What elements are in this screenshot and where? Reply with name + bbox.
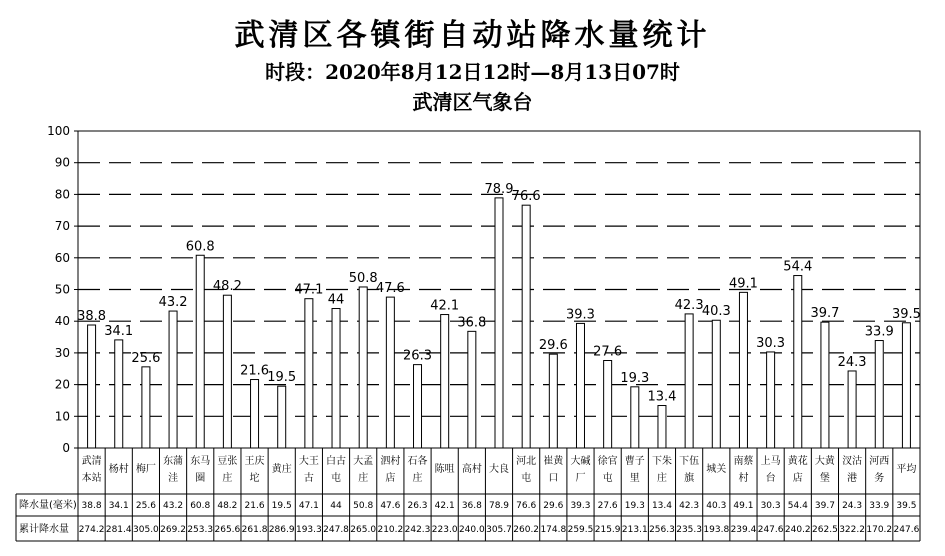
table-cell: 239.4 xyxy=(730,525,757,535)
table-cell: 242.3 xyxy=(404,525,431,535)
y-tick-label: 0 xyxy=(62,441,70,455)
table-cell: 34.1 xyxy=(108,501,129,511)
data-label: 49.1 xyxy=(728,276,758,292)
x-category-label: 圈 xyxy=(195,473,206,484)
table-cell: 42.3 xyxy=(679,501,700,511)
bar xyxy=(821,322,829,448)
table-cell: 21.6 xyxy=(244,501,265,511)
x-category-label: 下伍 xyxy=(679,456,700,467)
bar xyxy=(495,198,503,448)
bar xyxy=(414,365,422,448)
chart-agency: 武清区气象台 xyxy=(412,90,533,114)
table-cell: 38.8 xyxy=(81,501,102,511)
bar xyxy=(196,255,204,448)
data-label: 19.5 xyxy=(267,370,297,386)
bar xyxy=(142,367,150,448)
x-category-label: 厂 xyxy=(575,473,586,484)
bar xyxy=(685,314,693,448)
y-tick-label: 70 xyxy=(54,219,70,234)
bar xyxy=(223,295,231,448)
table-cell: 240.0 xyxy=(458,525,485,535)
y-tick-label: 40 xyxy=(54,314,70,329)
x-category-label: 庄 xyxy=(656,473,667,484)
table-cell: 47.6 xyxy=(380,501,401,511)
y-tick-label: 50 xyxy=(54,282,70,297)
x-category-label: 徐官 xyxy=(597,456,618,467)
table-cell: 33.9 xyxy=(869,501,890,511)
x-category-label: 杨村 xyxy=(108,464,129,475)
data-table xyxy=(16,448,920,541)
x-category-label: 大王 xyxy=(298,456,319,467)
data-label: 24.3 xyxy=(837,354,867,370)
x-category-label: 店 xyxy=(792,473,803,484)
table-cell: 19.3 xyxy=(624,501,645,511)
table-cell: 247.6 xyxy=(757,525,784,535)
bar xyxy=(631,387,639,448)
x-category-label: 河西 xyxy=(869,456,890,467)
x-category-label: 庄 xyxy=(412,473,423,484)
x-category-label: 堡 xyxy=(819,473,830,484)
data-label: 27.6 xyxy=(593,344,623,360)
bar xyxy=(739,292,747,448)
x-category-label: 上马 xyxy=(760,456,781,467)
table-cell: 322.2 xyxy=(839,525,865,535)
table-cell: 269.2 xyxy=(160,525,186,535)
table-cell: 26.3 xyxy=(407,501,428,511)
table-cell: 261.8 xyxy=(241,525,268,535)
bar xyxy=(794,276,802,448)
x-category-label: 台 xyxy=(765,473,776,484)
x-category-label: 武清 xyxy=(81,456,102,467)
data-label: 47.1 xyxy=(294,282,324,298)
table-cell: 286.9 xyxy=(268,525,295,535)
bar xyxy=(359,287,367,448)
data-label: 26.3 xyxy=(403,348,432,364)
data-label: 60.8 xyxy=(185,239,215,255)
x-category-label: 港 xyxy=(847,473,858,484)
table-cell: 43.2 xyxy=(163,501,184,511)
table-cell: 265.6 xyxy=(214,525,241,535)
x-category-label: 洼 xyxy=(168,473,179,484)
table-cell: 42.1 xyxy=(434,501,455,511)
x-category-label: 高村 xyxy=(461,464,482,475)
x-category-label: 务 xyxy=(874,473,885,484)
table-cell: 174.8 xyxy=(540,525,567,535)
table-cell: 256.3 xyxy=(649,525,675,535)
table-cell: 262.5 xyxy=(812,525,838,535)
data-label: 78.9 xyxy=(484,181,514,197)
data-label: 29.6 xyxy=(538,338,568,354)
x-category-label: 大良 xyxy=(489,464,509,475)
x-category-label: 陈咀 xyxy=(434,464,455,475)
bar xyxy=(875,341,883,448)
data-label: 42.1 xyxy=(430,298,460,314)
table-cell: 193.3 xyxy=(295,525,322,535)
bar xyxy=(169,311,177,448)
bar xyxy=(386,297,394,448)
data-label: 42.3 xyxy=(674,297,704,313)
table-cell: 281.4 xyxy=(105,525,132,535)
table-cell: 223.0 xyxy=(431,525,458,535)
y-axis xyxy=(47,124,78,455)
bar xyxy=(549,354,557,448)
data-label: 38.8 xyxy=(77,309,107,325)
data-label: 19.3 xyxy=(620,370,650,386)
table-cell: 40.3 xyxy=(706,501,727,511)
x-category-label: 黄庄 xyxy=(271,464,292,475)
table-cell: 60.8 xyxy=(190,501,211,511)
data-label: 43.2 xyxy=(158,295,188,311)
y-tick-label: 90 xyxy=(54,155,70,170)
table-cell: 19.5 xyxy=(271,501,292,511)
data-label: 54.4 xyxy=(783,259,813,275)
table-cell: 213.1 xyxy=(621,525,648,535)
bar xyxy=(848,371,856,448)
data-label: 47.6 xyxy=(375,281,405,297)
table-cell: 253.3 xyxy=(187,525,214,535)
table-cell: 13.4 xyxy=(651,501,672,511)
x-category-label: 南蔡 xyxy=(733,456,754,467)
x-category-label: 本站 xyxy=(81,473,102,484)
table-row-label: 降水量(毫米) xyxy=(19,500,77,511)
data-label: 34.1 xyxy=(104,323,134,339)
table-cell: 24.3 xyxy=(842,501,863,511)
table-cell: 274.2 xyxy=(78,525,105,535)
x-category-label: 豆张 xyxy=(217,456,238,467)
x-category-label: 城关 xyxy=(706,464,727,475)
table-cell: 235.3 xyxy=(676,525,703,535)
table-cell: 305.0 xyxy=(133,525,159,535)
bar xyxy=(115,340,123,448)
table-cell: 49.1 xyxy=(733,501,754,511)
y-tick-label: 20 xyxy=(54,377,70,392)
x-category-label: 石各 xyxy=(407,456,428,467)
table-cell: 50.8 xyxy=(353,501,374,511)
x-category-label: 大黄 xyxy=(814,456,835,467)
x-category-label: 大孟 xyxy=(353,456,374,467)
data-label: 33.9 xyxy=(864,324,894,340)
x-category-label: 屯 xyxy=(521,473,532,484)
x-category-label: 王庆 xyxy=(244,456,265,467)
x-category-label: 旗 xyxy=(684,473,695,484)
table-cell: 25.6 xyxy=(135,501,156,511)
x-category-label: 屯 xyxy=(331,473,342,484)
bar xyxy=(658,406,666,448)
data-label: 25.6 xyxy=(131,350,161,366)
x-category-label: 坨 xyxy=(249,473,260,484)
table-cell: 259.5 xyxy=(567,525,594,535)
x-category-label: 庄 xyxy=(222,473,233,484)
x-category-label: 汊沽 xyxy=(842,456,863,467)
data-label: 40.3 xyxy=(701,304,731,320)
table-cell: 39.7 xyxy=(814,501,835,511)
bar xyxy=(522,205,530,448)
table-cell: 76.6 xyxy=(516,501,537,511)
bar xyxy=(767,352,775,448)
table-cell: 260.2 xyxy=(513,525,540,535)
table-cell: 54.4 xyxy=(787,501,808,511)
x-category-label: 庄 xyxy=(358,473,369,484)
x-category-label: 东马 xyxy=(190,456,211,467)
x-category-label: 古 xyxy=(303,473,314,484)
x-category-label: 屯 xyxy=(602,473,613,484)
x-category-label: 曹子 xyxy=(624,456,645,467)
table-cell: 305.7 xyxy=(486,525,512,535)
table-cell: 27.6 xyxy=(597,501,618,511)
bars xyxy=(88,198,911,448)
x-category-label: 梅厂 xyxy=(135,464,156,475)
data-label: 48.2 xyxy=(212,279,242,295)
table-cell: 247.8 xyxy=(323,525,349,535)
data-label: 44 xyxy=(327,292,345,308)
x-category-label: 白古 xyxy=(326,456,347,467)
table-cell: 193.8 xyxy=(703,525,730,535)
bar xyxy=(468,331,476,448)
x-category-label: 村 xyxy=(738,473,749,484)
bar xyxy=(576,323,584,448)
table-cell: 36.8 xyxy=(461,501,482,511)
x-category-label: 泗村 xyxy=(380,456,401,467)
bar xyxy=(88,325,96,448)
x-category-label: 里 xyxy=(629,473,640,484)
data-label: 36.8 xyxy=(457,315,487,331)
data-label: 50.8 xyxy=(348,270,378,286)
bar xyxy=(712,320,720,448)
table-cell: 240.2 xyxy=(784,525,811,535)
bar xyxy=(278,386,286,448)
table-cell: 265.0 xyxy=(350,525,377,535)
x-category-label: 店 xyxy=(385,473,396,484)
data-label: 30.3 xyxy=(756,335,786,351)
table-cell: 210.2 xyxy=(377,525,404,535)
x-category-label: 大碱 xyxy=(570,456,591,467)
x-category-label: 下朱 xyxy=(651,456,672,467)
table-cell: 48.2 xyxy=(217,501,238,511)
x-category-label: 平均 xyxy=(896,464,917,475)
data-label: 39.3 xyxy=(566,307,595,323)
x-category-label: 东蒲 xyxy=(163,456,184,467)
x-category-label: 口 xyxy=(548,473,559,484)
table-cell: 29.6 xyxy=(543,501,564,511)
bar xyxy=(251,380,259,448)
bar xyxy=(902,323,910,448)
data-label: 13.4 xyxy=(647,389,677,405)
y-tick-label: 100 xyxy=(47,124,70,138)
y-tick-label: 80 xyxy=(54,187,70,202)
table-cell: 44 xyxy=(330,501,342,511)
table-cell: 39.5 xyxy=(896,501,917,511)
bar xyxy=(305,299,313,448)
bar xyxy=(604,361,612,448)
x-category-label: 河北 xyxy=(516,456,537,467)
y-tick-label: 30 xyxy=(54,345,70,360)
table-cell: 78.9 xyxy=(488,501,510,511)
chart-title: 武清区各镇街自动站降水量统计 xyxy=(234,18,711,53)
data-label: 76.6 xyxy=(511,189,541,205)
data-label: 39.7 xyxy=(810,306,840,322)
bar xyxy=(332,309,340,448)
table-row-label: 累计降水量 xyxy=(19,524,69,535)
data-label: 21.6 xyxy=(240,363,270,379)
y-tick-label: 10 xyxy=(54,409,70,424)
y-tick-label: 60 xyxy=(54,250,70,265)
x-category-label: 黄花 xyxy=(787,456,808,467)
table-cell: 39.3 xyxy=(570,501,591,511)
table-cell: 247.6 xyxy=(893,525,920,535)
chart-period: 时段：2020年8月12日12时—8月13日07时 xyxy=(265,60,680,84)
data-label: 39.5 xyxy=(891,306,921,322)
table-cell: 215.9 xyxy=(594,525,621,535)
table-cell: 170.2 xyxy=(866,525,893,535)
x-category-label: 崔黄 xyxy=(543,456,564,467)
bar xyxy=(441,315,449,448)
table-cell: 47.1 xyxy=(298,501,319,511)
table-cell: 30.3 xyxy=(760,501,781,511)
